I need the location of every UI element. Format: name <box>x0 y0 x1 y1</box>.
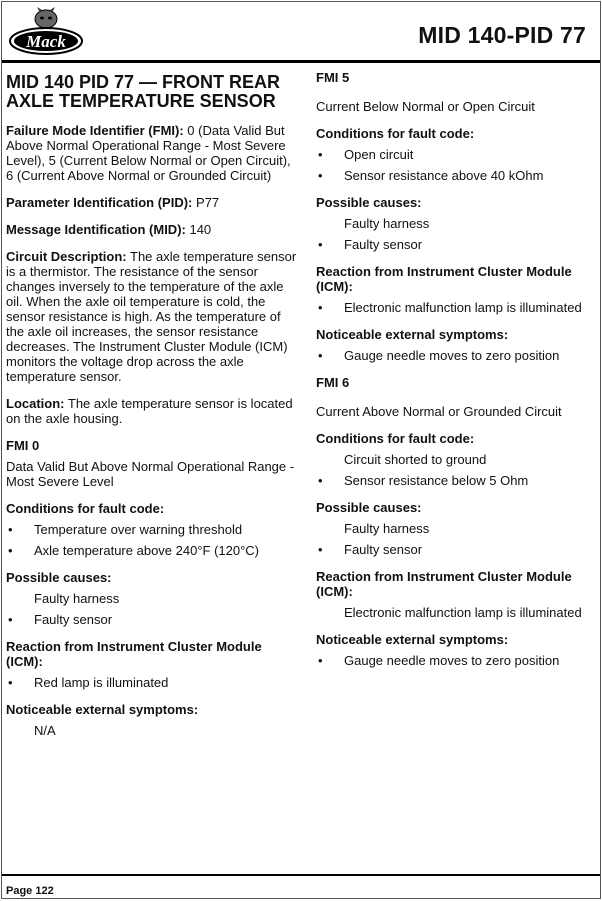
fmi5-symptoms-list <box>316 348 596 363</box>
fmi6-symptoms-list <box>316 653 596 668</box>
list-item: Circuit shorted to ground <box>344 452 487 467</box>
pid-paragraph: Parameter Identification (PID): P77 <box>6 195 220 210</box>
list-item: • Gauge needle moves to zero position <box>316 348 596 363</box>
list-item: • Open circuit <box>316 147 596 162</box>
page-header <box>2 2 600 60</box>
fmi6-causes-list <box>316 521 596 557</box>
fmi5-conditions-heading: Conditions for fault code: <box>316 126 475 141</box>
fmi0-conditions-heading: Conditions for fault code: <box>6 501 165 516</box>
page-number: Page 122 <box>6 885 54 897</box>
circuit-description: Circuit Description: The axle temperature sensor is a thermistor. The resistance of the sensor changes inversely to the temperature of the axle oil. When the axle oil temperature is cold, the sensor resistance is high. As the temperature of the axle oil increases, the sensor resistance decreases. The Instrument Cluster Module (ICM) monitors the voltage drop across the axle temperature sensor. <box>6 249 297 384</box>
fmi0-heading: FMI 0 <box>6 438 40 453</box>
document-title: MID 140-PID 77 <box>418 22 586 48</box>
fmi6-conditions-list <box>316 452 596 488</box>
right-column <box>316 70 596 680</box>
list-item: • Electronic malfunction lamp is illuminated <box>316 300 596 315</box>
fmi0-description: Data Valid But Above Normal Operational Range - Most Severe Level <box>6 459 295 489</box>
list-item: • Axle temperature above 240°F (120°C) <box>6 543 298 558</box>
fmi5-heading: FMI 5 <box>316 70 350 85</box>
fmi6-description: Current Above Normal or Grounded Circuit <box>316 404 562 419</box>
svg-text:Mack: Mack <box>26 32 66 51</box>
list-item: • Faulty sensor <box>316 542 596 557</box>
list-item: Faulty harness <box>34 591 120 606</box>
list-item: • Sensor resistance below 5 Ohm <box>316 473 596 488</box>
fmi5-description: Current Below Normal or Open Circuit <box>316 99 535 114</box>
list-item: • Red lamp is illuminated <box>6 675 298 690</box>
list-item: Faulty harness <box>344 216 430 231</box>
fmi0-reaction-heading: Reaction from Instrument Cluster Module (ICM): <box>6 639 262 669</box>
fmi6-reaction-list <box>316 605 596 620</box>
manual-page <box>1 1 601 899</box>
fmi6-reaction-heading: Reaction from Instrument Cluster Module (ICM): <box>316 569 572 599</box>
fmi5-causes-list <box>316 216 596 252</box>
fmi0-causes-heading: Possible causes: <box>6 570 112 585</box>
fmi0-symptoms-heading: Noticeable external symptoms: <box>6 702 199 717</box>
mack-logo <box>8 6 84 56</box>
fmi5-reaction-list <box>316 300 596 315</box>
header-rule <box>2 60 600 63</box>
section-title: MID 140 PID 77 — FRONT REAR AXLE TEMPERATURE SENSOR <box>6 72 281 111</box>
fmi0-causes-list <box>6 591 298 627</box>
list-item: • Gauge needle moves to zero position <box>316 653 596 668</box>
location-paragraph: Location: The axle temperature sensor is located on the axle housing. <box>6 396 293 426</box>
fmi0-symptoms-list <box>6 723 298 738</box>
fmi-paragraph: Failure Mode Identifier (FMI): 0 (Data Valid But Above Normal Operational Range - Most Severe Level), 5 (Current Below Normal or Open Circuit), 6 (Current Above Normal or Grounded Circuit) <box>6 123 291 183</box>
bulldog-icon <box>35 7 57 28</box>
list-item: N/A <box>34 723 56 738</box>
fmi5-symptoms-heading: Noticeable external symptoms: <box>316 327 509 342</box>
list-item: Electronic malfunction lamp is illuminated <box>344 605 582 620</box>
fmi5-conditions-list <box>316 147 596 183</box>
list-item: • Faulty sensor <box>6 612 298 627</box>
fmi0-conditions-list <box>6 522 298 558</box>
mid-paragraph: Message Identification (MID): 140 <box>6 222 212 237</box>
fmi6-conditions-heading: Conditions for fault code: <box>316 431 475 446</box>
list-item: • Sensor resistance above 40 kOhm <box>316 168 596 183</box>
fmi5-causes-heading: Possible causes: <box>316 195 422 210</box>
fmi6-heading: FMI 6 <box>316 375 350 390</box>
fmi6-symptoms-heading: Noticeable external symptoms: <box>316 632 509 647</box>
list-item: Faulty harness <box>344 521 430 536</box>
footer-rule <box>2 874 600 876</box>
fmi6-causes-heading: Possible causes: <box>316 500 422 515</box>
list-item: • Temperature over warning threshold <box>6 522 298 537</box>
fmi5-reaction-heading: Reaction from Instrument Cluster Module (ICM): <box>316 264 572 294</box>
fmi0-reaction-list <box>6 675 298 690</box>
list-item: • Faulty sensor <box>316 237 596 252</box>
left-column <box>6 70 298 750</box>
